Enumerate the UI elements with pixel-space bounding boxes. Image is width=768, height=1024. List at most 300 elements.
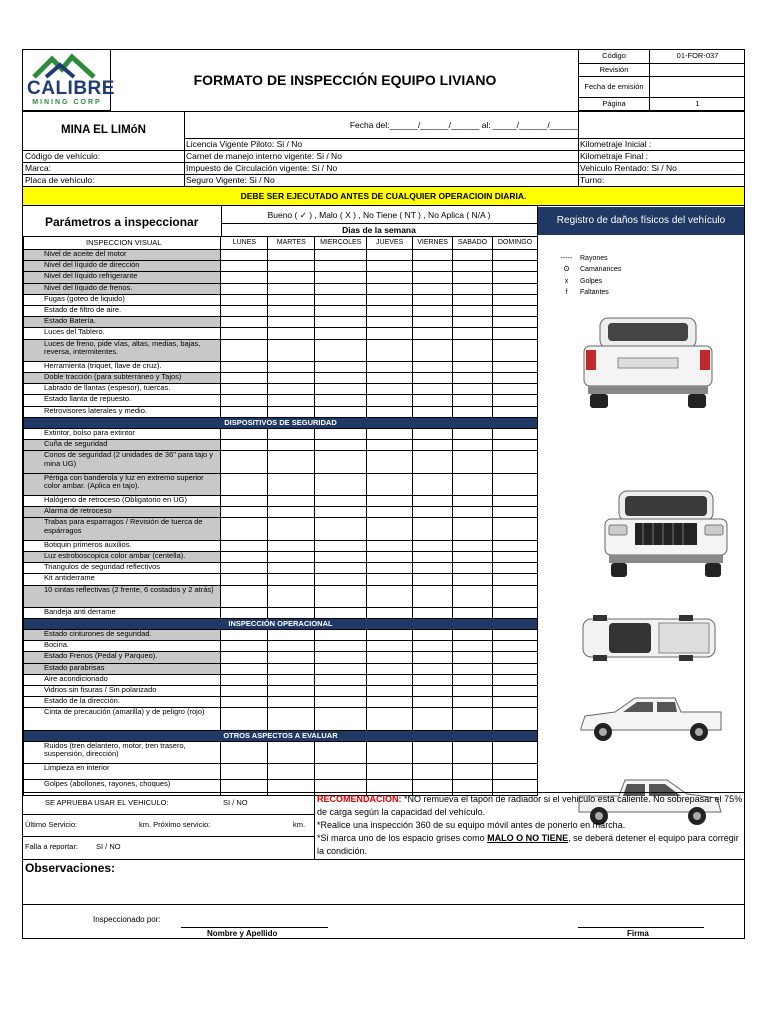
- check-cell[interactable]: [221, 361, 268, 372]
- check-cell[interactable]: [315, 641, 367, 652]
- check-cell[interactable]: [413, 440, 453, 451]
- check-cell[interactable]: [315, 250, 367, 261]
- impuesto-field[interactable]: Impuesto de Circulación vigente: Si / No: [186, 163, 338, 173]
- check-cell[interactable]: [493, 686, 538, 697]
- check-cell[interactable]: [493, 652, 538, 663]
- check-cell[interactable]: [413, 339, 453, 361]
- check-cell[interactable]: [367, 663, 413, 674]
- check-cell[interactable]: [493, 674, 538, 685]
- check-cell[interactable]: [413, 305, 453, 316]
- check-cell[interactable]: [367, 574, 413, 585]
- check-cell[interactable]: [315, 261, 367, 272]
- check-cell[interactable]: [315, 630, 367, 641]
- check-cell[interactable]: [221, 451, 268, 473]
- check-cell[interactable]: [413, 574, 453, 585]
- check-cell[interactable]: [367, 507, 413, 518]
- check-cell[interactable]: [453, 663, 493, 674]
- check-cell[interactable]: [367, 294, 413, 305]
- check-cell[interactable]: [453, 395, 493, 406]
- check-cell[interactable]: [315, 551, 367, 562]
- check-cell[interactable]: [493, 361, 538, 372]
- table-row: [24, 272, 538, 283]
- marca-field[interactable]: Marca:: [25, 163, 51, 173]
- check-cell[interactable]: [453, 518, 493, 540]
- check-cell[interactable]: [493, 339, 538, 361]
- check-cell[interactable]: [221, 317, 268, 328]
- check-cell[interactable]: [268, 451, 315, 473]
- check-cell[interactable]: [367, 339, 413, 361]
- check-cell[interactable]: [221, 764, 268, 780]
- check-cell[interactable]: [367, 473, 413, 495]
- check-cell[interactable]: [315, 428, 367, 439]
- check-cell[interactable]: [367, 540, 413, 551]
- check-cell[interactable]: [413, 563, 453, 574]
- carnet-field[interactable]: Carnet de manejo interno vigente: Si / No: [186, 151, 342, 161]
- check-cell[interactable]: [413, 250, 453, 261]
- check-cell[interactable]: [453, 272, 493, 283]
- check-cell[interactable]: [453, 708, 493, 730]
- check-cell[interactable]: [493, 630, 538, 641]
- check-cell[interactable]: [493, 641, 538, 652]
- check-cell[interactable]: [367, 272, 413, 283]
- check-cell[interactable]: [221, 305, 268, 316]
- check-cell[interactable]: [221, 563, 268, 574]
- check-cell[interactable]: [493, 741, 538, 763]
- check-cell[interactable]: [268, 395, 315, 406]
- check-cell[interactable]: [268, 328, 315, 339]
- check-cell[interactable]: [367, 607, 413, 618]
- check-cell[interactable]: [413, 540, 453, 551]
- check-cell[interactable]: [268, 697, 315, 708]
- check-cell[interactable]: [268, 708, 315, 730]
- check-cell[interactable]: [367, 261, 413, 272]
- check-cell[interactable]: [315, 741, 367, 763]
- check-cell[interactable]: [315, 384, 367, 395]
- check-cell[interactable]: [413, 473, 453, 495]
- check-cell[interactable]: [493, 440, 538, 451]
- check-cell[interactable]: [315, 495, 367, 506]
- check-cell[interactable]: [413, 518, 453, 540]
- check-cell[interactable]: [493, 428, 538, 439]
- check-cell[interactable]: [413, 395, 453, 406]
- check-cell[interactable]: [268, 652, 315, 663]
- check-cell[interactable]: [493, 495, 538, 506]
- check-cell[interactable]: [268, 630, 315, 641]
- operacional-item-label: Aire acondicionado: [24, 674, 221, 685]
- check-cell[interactable]: [268, 294, 315, 305]
- check-cell[interactable]: [221, 652, 268, 663]
- check-cell[interactable]: [315, 473, 367, 495]
- check-cell[interactable]: [315, 451, 367, 473]
- check-cell[interactable]: [453, 250, 493, 261]
- check-cell[interactable]: [453, 507, 493, 518]
- check-cell[interactable]: [221, 395, 268, 406]
- check-cell[interactable]: [315, 361, 367, 372]
- check-cell[interactable]: [413, 406, 453, 417]
- check-cell[interactable]: [493, 406, 538, 417]
- check-cell[interactable]: [413, 741, 453, 763]
- check-cell[interactable]: [413, 261, 453, 272]
- check-cell[interactable]: [367, 518, 413, 540]
- check-cell[interactable]: [221, 261, 268, 272]
- check-cell[interactable]: [493, 272, 538, 283]
- table-row: [24, 361, 538, 372]
- check-cell[interactable]: [315, 395, 367, 406]
- check-cell[interactable]: [268, 495, 315, 506]
- check-cell[interactable]: [453, 261, 493, 272]
- check-cell[interactable]: [367, 361, 413, 372]
- check-cell[interactable]: [221, 428, 268, 439]
- check-cell[interactable]: [493, 373, 538, 384]
- falla-label[interactable]: Falla a reportar:: [25, 842, 78, 851]
- check-cell[interactable]: [315, 272, 367, 283]
- check-cell[interactable]: [367, 764, 413, 780]
- check-cell[interactable]: [453, 563, 493, 574]
- proximo-servicio-label[interactable]: km. Próximo servicio:: [139, 820, 211, 829]
- check-cell[interactable]: [315, 294, 367, 305]
- check-cell[interactable]: [413, 428, 453, 439]
- check-cell[interactable]: [268, 551, 315, 562]
- fecha-emision-value: [649, 76, 745, 98]
- check-cell[interactable]: [268, 339, 315, 361]
- check-cell[interactable]: [453, 328, 493, 339]
- check-cell[interactable]: [453, 551, 493, 562]
- check-cell[interactable]: [493, 507, 538, 518]
- check-cell[interactable]: [413, 641, 453, 652]
- check-cell[interactable]: [221, 741, 268, 763]
- check-cell[interactable]: [268, 283, 315, 294]
- check-cell[interactable]: [453, 540, 493, 551]
- check-cell[interactable]: [268, 764, 315, 780]
- check-cell[interactable]: [367, 406, 413, 417]
- fecha-range[interactable]: Fecha del:______/______/______ al: _____/______/______: [349, 120, 579, 130]
- day-header-sabado: SABADO: [453, 237, 493, 250]
- check-cell[interactable]: [453, 406, 493, 417]
- check-cell[interactable]: [453, 373, 493, 384]
- check-cell[interactable]: [453, 641, 493, 652]
- check-cell[interactable]: [221, 373, 268, 384]
- codigo-vehiculo-field[interactable]: Código de vehículo:: [25, 151, 101, 161]
- check-cell[interactable]: [413, 361, 453, 372]
- check-cell[interactable]: [221, 384, 268, 395]
- check-cell[interactable]: [315, 339, 367, 361]
- check-cell[interactable]: [367, 384, 413, 395]
- check-cell[interactable]: [221, 328, 268, 339]
- check-cell[interactable]: [453, 294, 493, 305]
- inspection-form: [22, 49, 745, 939]
- check-cell[interactable]: [221, 551, 268, 562]
- check-cell[interactable]: [493, 585, 538, 607]
- check-cell[interactable]: [413, 495, 453, 506]
- check-cell[interactable]: [367, 250, 413, 261]
- check-cell[interactable]: [268, 641, 315, 652]
- seguro-field[interactable]: Seguro Vigente: Si / No: [186, 175, 275, 185]
- check-cell[interactable]: [453, 440, 493, 451]
- check-cell[interactable]: [268, 317, 315, 328]
- check-cell[interactable]: [367, 741, 413, 763]
- check-cell[interactable]: [268, 361, 315, 372]
- check-cell[interactable]: [453, 585, 493, 607]
- aprueba-label: SE APRUEBA USAR EL VEHICULO:: [45, 798, 169, 807]
- placa-field[interactable]: Placa de vehículo:: [25, 175, 95, 185]
- truck-front-view[interactable]: [601, 485, 731, 580]
- check-cell[interactable]: [221, 585, 268, 607]
- check-cell[interactable]: [413, 317, 453, 328]
- operacional-item-label: Estado cinturones de seguridad.: [24, 630, 221, 641]
- day-header-row: [24, 237, 538, 250]
- check-cell[interactable]: [221, 674, 268, 685]
- ultimo-servicio-label[interactable]: Último Servicio:: [25, 820, 78, 829]
- check-cell[interactable]: [413, 328, 453, 339]
- check-cell[interactable]: [413, 764, 453, 780]
- check-cell[interactable]: [315, 708, 367, 730]
- check-cell[interactable]: [413, 551, 453, 562]
- check-cell[interactable]: [315, 585, 367, 607]
- truck-top-view[interactable]: [579, 613, 719, 663]
- check-cell[interactable]: [413, 294, 453, 305]
- check-cell[interactable]: [268, 406, 315, 417]
- check-cell[interactable]: [493, 708, 538, 730]
- truck-rear-view[interactable]: [578, 310, 718, 410]
- check-cell[interactable]: [493, 607, 538, 618]
- check-cell[interactable]: [221, 406, 268, 417]
- check-cell[interactable]: [493, 261, 538, 272]
- check-cell[interactable]: [315, 652, 367, 663]
- check-cell[interactable]: [367, 697, 413, 708]
- check-cell[interactable]: [268, 507, 315, 518]
- check-cell[interactable]: [367, 305, 413, 316]
- check-cell[interactable]: [268, 563, 315, 574]
- warning-banner: DEBE SER EJECUTADO ANTES DE CUALQUIER OPERACIOIN DIARIA.: [23, 187, 744, 206]
- check-cell[interactable]: [268, 261, 315, 272]
- check-cell[interactable]: [413, 607, 453, 618]
- check-cell[interactable]: [413, 373, 453, 384]
- check-cell[interactable]: [315, 328, 367, 339]
- check-cell[interactable]: [453, 630, 493, 641]
- check-cell[interactable]: [453, 607, 493, 618]
- check-cell[interactable]: [453, 686, 493, 697]
- check-cell[interactable]: [268, 674, 315, 685]
- check-cell[interactable]: [315, 663, 367, 674]
- check-cell[interactable]: [221, 697, 268, 708]
- check-cell[interactable]: [221, 339, 268, 361]
- check-cell[interactable]: [453, 697, 493, 708]
- check-cell[interactable]: [367, 495, 413, 506]
- check-cell[interactable]: [315, 697, 367, 708]
- check-cell[interactable]: [268, 607, 315, 618]
- check-cell[interactable]: [493, 473, 538, 495]
- check-cell[interactable]: [453, 495, 493, 506]
- check-cell[interactable]: [315, 540, 367, 551]
- check-cell[interactable]: [315, 373, 367, 384]
- check-cell[interactable]: [315, 686, 367, 697]
- check-cell[interactable]: [413, 272, 453, 283]
- check-cell[interactable]: [367, 317, 413, 328]
- check-cell[interactable]: [493, 395, 538, 406]
- check-cell[interactable]: [221, 507, 268, 518]
- check-cell[interactable]: [493, 563, 538, 574]
- check-cell[interactable]: [315, 518, 367, 540]
- check-cell[interactable]: [268, 272, 315, 283]
- check-cell[interactable]: [493, 250, 538, 261]
- check-cell[interactable]: [453, 574, 493, 585]
- check-cell[interactable]: [315, 674, 367, 685]
- revision-label: Revisión: [578, 63, 650, 77]
- check-cell[interactable]: [367, 563, 413, 574]
- check-cell[interactable]: [413, 697, 453, 708]
- check-cell[interactable]: [268, 686, 315, 697]
- check-cell[interactable]: [268, 574, 315, 585]
- check-cell[interactable]: [221, 440, 268, 451]
- check-cell[interactable]: [367, 373, 413, 384]
- otros-item-label: Limpieza en interior: [24, 764, 221, 780]
- check-cell[interactable]: [367, 652, 413, 663]
- check-cell[interactable]: [221, 272, 268, 283]
- codigo-label: Código: [578, 50, 650, 64]
- check-cell[interactable]: [315, 283, 367, 294]
- check-cell[interactable]: [493, 384, 538, 395]
- truck-side-left-view[interactable]: [575, 690, 725, 745]
- check-cell[interactable]: [268, 585, 315, 607]
- licencia-field[interactable]: Licencia Vigente Piloto: Si / No: [186, 139, 303, 149]
- aprueba-si-no[interactable]: SI / NO: [223, 798, 248, 807]
- check-cell[interactable]: [221, 708, 268, 730]
- check-cell[interactable]: [268, 373, 315, 384]
- check-cell[interactable]: [453, 451, 493, 473]
- check-cell[interactable]: [453, 384, 493, 395]
- check-cell[interactable]: [413, 674, 453, 685]
- check-cell[interactable]: [221, 663, 268, 674]
- check-cell[interactable]: [221, 518, 268, 540]
- check-cell[interactable]: [367, 674, 413, 685]
- check-cell[interactable]: [453, 361, 493, 372]
- check-cell[interactable]: [367, 395, 413, 406]
- check-cell[interactable]: [367, 283, 413, 294]
- rentado-field[interactable]: Vehiculo Rentado: Si / No: [580, 163, 677, 173]
- check-cell[interactable]: [315, 607, 367, 618]
- check-cell[interactable]: [453, 305, 493, 316]
- check-cell[interactable]: [367, 551, 413, 562]
- check-cell[interactable]: [268, 305, 315, 316]
- check-cell[interactable]: [413, 663, 453, 674]
- check-cell[interactable]: [413, 652, 453, 663]
- visual-item-label: Nivel del líquido de frenos.: [24, 283, 221, 294]
- check-cell[interactable]: [221, 283, 268, 294]
- check-cell[interactable]: [413, 630, 453, 641]
- check-cell[interactable]: [221, 607, 268, 618]
- check-cell[interactable]: [268, 540, 315, 551]
- check-cell[interactable]: [493, 294, 538, 305]
- check-cell[interactable]: [413, 451, 453, 473]
- table-row: [24, 574, 538, 585]
- check-cell[interactable]: [221, 540, 268, 551]
- check-cell[interactable]: [268, 384, 315, 395]
- check-cell[interactable]: [221, 630, 268, 641]
- check-cell[interactable]: [367, 641, 413, 652]
- check-cell[interactable]: [367, 328, 413, 339]
- section-operacional-label: INSPECCIÓN OPERACIONAL: [24, 619, 538, 630]
- check-cell[interactable]: [315, 440, 367, 451]
- check-cell[interactable]: [493, 328, 538, 339]
- check-cell[interactable]: [221, 473, 268, 495]
- check-cell[interactable]: [453, 764, 493, 780]
- check-cell[interactable]: [367, 630, 413, 641]
- check-cell[interactable]: [453, 317, 493, 328]
- check-cell[interactable]: [315, 317, 367, 328]
- check-cell[interactable]: [493, 764, 538, 780]
- check-cell[interactable]: [367, 686, 413, 697]
- check-cell[interactable]: [453, 339, 493, 361]
- check-cell[interactable]: [453, 652, 493, 663]
- check-cell[interactable]: [367, 428, 413, 439]
- check-cell[interactable]: [221, 641, 268, 652]
- check-cell[interactable]: [413, 283, 453, 294]
- check-cell[interactable]: [493, 574, 538, 585]
- km-final-field[interactable]: Kilometraje Final :: [580, 151, 649, 161]
- check-cell[interactable]: [367, 708, 413, 730]
- check-cell[interactable]: [315, 563, 367, 574]
- firma-line[interactable]: [578, 927, 704, 928]
- km-inicial-field[interactable]: Kilometraje Inicial :: [580, 139, 652, 149]
- check-cell[interactable]: [315, 406, 367, 417]
- check-cell[interactable]: [493, 551, 538, 562]
- check-cell[interactable]: [413, 708, 453, 730]
- check-cell[interactable]: [268, 428, 315, 439]
- check-cell[interactable]: [453, 741, 493, 763]
- check-cell[interactable]: [413, 585, 453, 607]
- observaciones-area[interactable]: [23, 859, 744, 905]
- check-cell[interactable]: [493, 663, 538, 674]
- falla-si-no[interactable]: SI / NO: [96, 842, 121, 851]
- firma-label: Firma: [627, 929, 649, 938]
- check-cell[interactable]: [493, 697, 538, 708]
- check-cell[interactable]: [268, 250, 315, 261]
- check-cell[interactable]: [413, 507, 453, 518]
- check-cell[interactable]: [268, 663, 315, 674]
- check-cell[interactable]: [268, 473, 315, 495]
- check-cell[interactable]: [315, 764, 367, 780]
- check-cell[interactable]: [268, 518, 315, 540]
- check-cell[interactable]: [493, 540, 538, 551]
- check-cell[interactable]: [221, 686, 268, 697]
- check-cell[interactable]: [315, 507, 367, 518]
- check-cell[interactable]: [315, 574, 367, 585]
- check-cell[interactable]: [413, 384, 453, 395]
- check-cell[interactable]: [367, 440, 413, 451]
- check-cell[interactable]: [453, 473, 493, 495]
- check-cell[interactable]: [493, 317, 538, 328]
- check-cell[interactable]: [453, 283, 493, 294]
- check-cell[interactable]: [221, 294, 268, 305]
- check-cell[interactable]: [493, 518, 538, 540]
- check-cell[interactable]: [493, 451, 538, 473]
- check-cell[interactable]: [453, 674, 493, 685]
- check-cell[interactable]: [453, 428, 493, 439]
- check-cell[interactable]: [221, 574, 268, 585]
- check-cell[interactable]: [221, 495, 268, 506]
- check-cell[interactable]: [493, 305, 538, 316]
- inspeccionado-line[interactable]: [181, 927, 328, 928]
- check-cell[interactable]: [315, 305, 367, 316]
- check-cell[interactable]: [221, 250, 268, 261]
- turno-field[interactable]: Turno:: [580, 175, 605, 185]
- check-cell[interactable]: [268, 741, 315, 763]
- check-cell[interactable]: [413, 686, 453, 697]
- check-cell[interactable]: [367, 451, 413, 473]
- check-cell[interactable]: [367, 585, 413, 607]
- check-cell[interactable]: [493, 283, 538, 294]
- check-cell[interactable]: [268, 440, 315, 451]
